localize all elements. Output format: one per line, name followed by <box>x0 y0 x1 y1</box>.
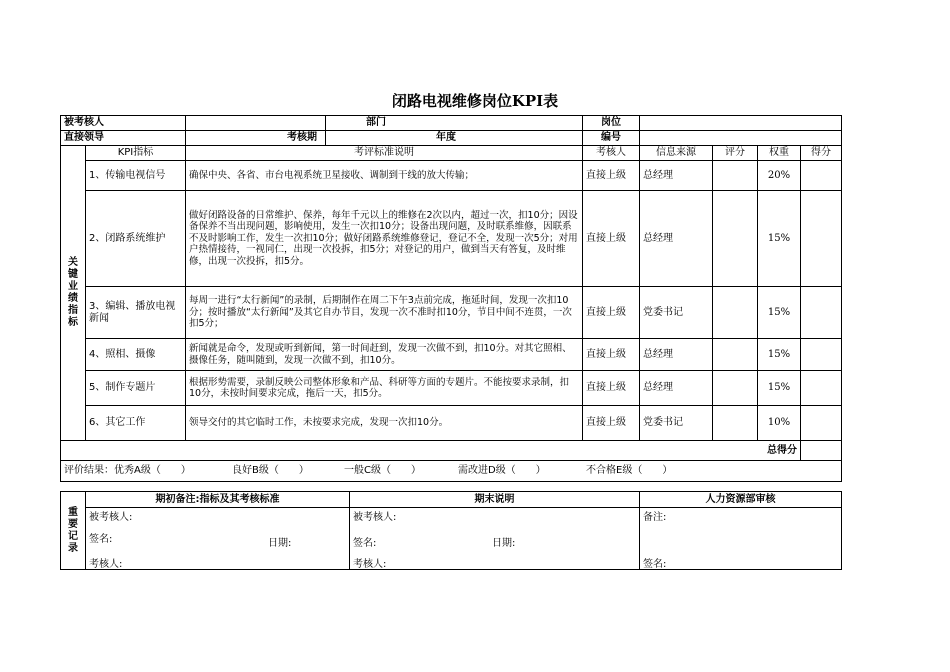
col-weight: 权重 <box>758 146 801 161</box>
kpi-source: 总经理 <box>640 371 713 406</box>
table-row <box>61 161 842 191</box>
kpi-assessor: 直接上级 <box>583 161 640 191</box>
col-score: 评分 <box>713 146 758 161</box>
column-header-row <box>61 146 842 161</box>
records-body-row <box>61 508 842 570</box>
assessor-label: 考核人: <box>353 559 387 570</box>
kpi-weight: 15% <box>758 191 801 287</box>
kpi-source: 总经理 <box>640 161 713 191</box>
dept-label: 部门 <box>326 116 583 131</box>
kpi-weight: 15% <box>758 371 801 406</box>
col-assessor: 考核人 <box>583 146 640 161</box>
position-value[interactable] <box>640 116 842 131</box>
date-label: 日期: <box>492 538 516 549</box>
records-col1: 期初备注:指标及其考核标准 <box>86 492 350 508</box>
grade-a: 优秀A级（ ） <box>114 465 191 476</box>
page-title: 闭路电视维修岗位KPI表 <box>391 92 559 110</box>
kpi-points[interactable] <box>801 339 842 371</box>
kpi-source: 总经理 <box>640 191 713 287</box>
kpi-assessor: 直接上级 <box>583 406 640 441</box>
kpi-table <box>60 115 842 482</box>
table-row <box>61 339 842 371</box>
remark-label: 备注: <box>643 512 667 523</box>
grade-c: 一般C级（ ） <box>344 465 421 476</box>
kpi-weight: 10% <box>758 406 801 441</box>
table-row <box>61 371 842 406</box>
sign-label: 签名: <box>643 559 667 570</box>
kpi-name: 6、其它工作 <box>86 406 186 441</box>
year-label: 年度 <box>326 131 583 146</box>
kpi-points[interactable] <box>801 161 842 191</box>
table-row <box>61 406 842 441</box>
grade-b: 良好B级（ ） <box>232 465 309 476</box>
records-final-cell[interactable] <box>350 508 640 570</box>
evaluation-row <box>61 461 842 482</box>
records-table <box>60 491 842 570</box>
col-kpi: KPI指标 <box>86 146 186 161</box>
kpi-name: 5、制作专题片 <box>86 371 186 406</box>
kpi-name: 4、照相、摄像 <box>86 339 186 371</box>
kpi-score[interactable] <box>713 161 758 191</box>
kpi-score[interactable] <box>713 287 758 339</box>
records-col3: 人力资源部审核 <box>640 492 842 508</box>
kpi-score[interactable] <box>713 371 758 406</box>
total-value[interactable] <box>801 441 842 461</box>
kpi-score[interactable] <box>713 191 758 287</box>
kpi-source: 总经理 <box>640 339 713 371</box>
kpi-assessor: 直接上级 <box>583 339 640 371</box>
code-value[interactable] <box>640 131 842 146</box>
evaluation-label: 评价结果： <box>64 465 114 476</box>
kpi-name: 1、传输电视信号 <box>86 161 186 191</box>
kpi-criteria: 领导交付的其它临时工作，未按要求完成，发现一次扣10分。 <box>186 406 583 441</box>
records-initial-cell[interactable] <box>86 508 350 570</box>
kpi-criteria: 根据形势需要，录制反映公司整体形象和产品、科研等方面的专题片。不能按要求录制，扣10分，未按时间要求完成，拖后一天，扣5分。 <box>186 371 583 406</box>
col-criteria: 考评标准说明 <box>186 146 583 161</box>
table-row <box>61 287 842 339</box>
kpi-assessor: 直接上级 <box>583 191 640 287</box>
kpi-source: 党委书记 <box>640 406 713 441</box>
examinee-label: 被考核人 <box>61 116 186 131</box>
kpi-score[interactable] <box>713 339 758 371</box>
header-row-1 <box>61 116 842 131</box>
kpi-weight: 15% <box>758 339 801 371</box>
position-label: 岗位 <box>583 116 640 131</box>
leader-label: 直接领导 <box>61 131 186 146</box>
total-row <box>61 441 842 461</box>
section-label-kpi: 关键业绩指标 <box>61 146 86 441</box>
grade-e: 不合格E级（ ） <box>586 465 673 476</box>
sign-label: 签名: <box>89 534 113 545</box>
examinee-label: 被考核人: <box>89 512 133 523</box>
kpi-source: 党委书记 <box>640 287 713 339</box>
sign-label: 签名: <box>353 538 377 549</box>
header-row-2 <box>61 131 842 146</box>
period-label: 考核期 <box>186 131 326 146</box>
kpi-points[interactable] <box>801 371 842 406</box>
examinee-label: 被考核人: <box>353 512 397 523</box>
kpi-weight: 15% <box>758 287 801 339</box>
kpi-assessor: 直接上级 <box>583 371 640 406</box>
kpi-name: 3、编辑、播放电视新闻 <box>86 287 186 339</box>
col-points: 得分 <box>801 146 842 161</box>
records-col2: 期末说明 <box>350 492 640 508</box>
kpi-criteria: 每周一进行“太行新闻”的录制，后期制作在周二下午3点前完成，拖延时间，发现一次扣10分；按时播放“太行新闻”及其它自办节目，发现一次不准时扣10分，节目中间不连贯，一次扣5分； <box>186 287 583 339</box>
kpi-score[interactable] <box>713 406 758 441</box>
table-row <box>61 191 842 287</box>
date-label: 日期: <box>268 538 292 549</box>
total-label: 总得分 <box>61 441 801 461</box>
kpi-points[interactable] <box>801 287 842 339</box>
section-label-records: 重要记录 <box>61 492 86 570</box>
kpi-criteria: 新闻就是命令，发现或听到新闻，第一时间赶到，发现一次做不到，扣10分。对其它照相、摄像任务，随叫随到，发现一次做不到，扣10分。 <box>186 339 583 371</box>
kpi-assessor: 直接上级 <box>583 287 640 339</box>
records-hr-cell[interactable] <box>640 508 842 570</box>
assessor-label: 考核人: <box>89 559 123 570</box>
examinee-value[interactable] <box>186 116 326 131</box>
records-header-row <box>61 492 842 508</box>
kpi-points[interactable] <box>801 406 842 441</box>
kpi-name: 2、闭路系统维护 <box>86 191 186 287</box>
col-source: 信息来源 <box>640 146 713 161</box>
kpi-criteria: 确保中央、各省、市台电视系统卫星接收、调制到干线的放大传输； <box>186 161 583 191</box>
grade-d: 需改进D级（ ） <box>458 465 546 476</box>
kpi-points[interactable] <box>801 191 842 287</box>
kpi-weight: 20% <box>758 161 801 191</box>
kpi-criteria: 做好闭路设备的日常维护、保养，每年千元以上的维修在2次以内，超过一次，扣10分；因设备保养不当出现问题，影响使用，发生一次扣10分；设备出现问题，及时联系维修，因联系不及时影响工作，发生一次扣10分；做好闭路系统维修登记，登记不全，发现一次5分；对用户热情接待，一视同仁，出现一次投拆，扣5分；对登记的用户，做到当天有答复，及时维修，出现一次投拆，扣5分。 <box>186 191 583 287</box>
code-label: 编号 <box>583 131 640 146</box>
evaluation-result <box>61 461 842 482</box>
